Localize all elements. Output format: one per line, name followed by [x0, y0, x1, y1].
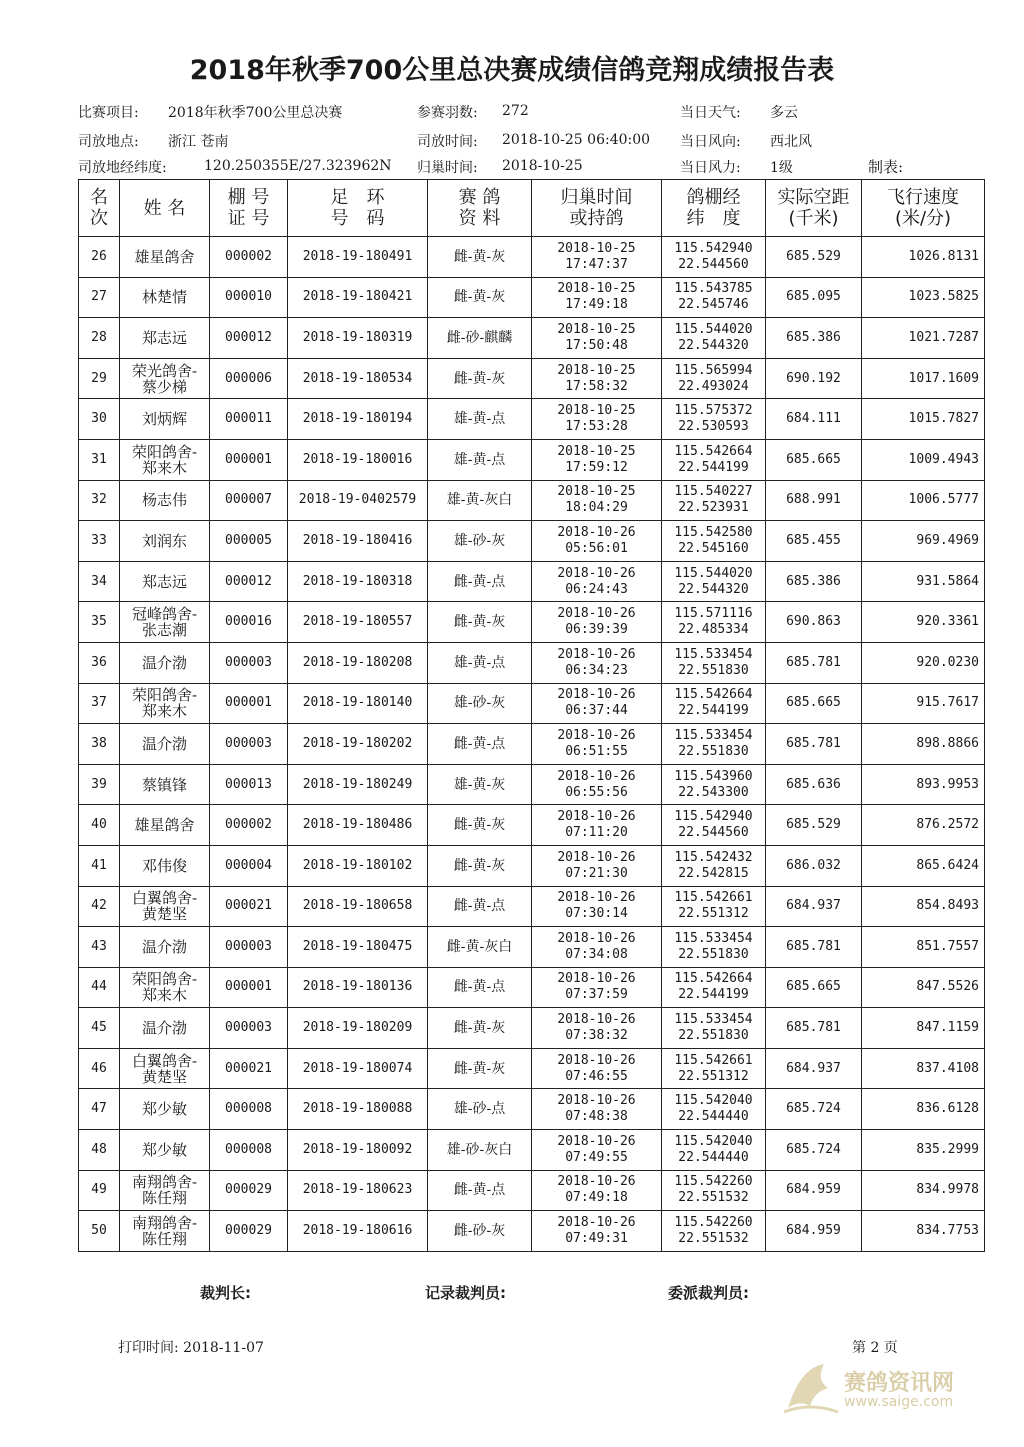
table-row: [79, 805, 985, 846]
name-cell: 郑少敏: [120, 1130, 210, 1171]
dist-cell: 685.781: [766, 642, 862, 683]
speed-cell: 1009.4943: [862, 439, 985, 480]
bird-cell: 雌-黄-灰: [428, 277, 532, 318]
table-row: [79, 399, 985, 440]
chief-referee-label: 裁判长:: [200, 1284, 251, 1302]
speed-cell: 920.0230: [862, 642, 985, 683]
ring-cell: 2018-19-180616: [288, 1211, 428, 1252]
name-cell: 郑志远: [120, 561, 210, 602]
bird-cell: 雄-黄-点: [428, 399, 532, 440]
header-ring: 足 环 号 码: [288, 180, 428, 237]
header-coord: 鸽棚经 纬 度: [662, 180, 766, 237]
coord-cell: 115.542940 22.544560: [662, 237, 766, 278]
header-bird: 赛 鸽 资 料: [428, 180, 532, 237]
time-cell: 2018-10-25 17:59:12: [532, 439, 662, 480]
bird-cell: 雄-黄-点: [428, 439, 532, 480]
coord-cell: 115.542940 22.544560: [662, 805, 766, 846]
watermark-url: www.saige.com: [844, 1394, 954, 1410]
name-cell: 南翔鸽舍- 陈任翔: [120, 1170, 210, 1211]
return-label: 归巢时间:: [417, 160, 478, 176]
rank-cell: 47: [79, 1089, 120, 1130]
rank-cell: 29: [79, 358, 120, 399]
ring-cell: 2018-19-180557: [288, 602, 428, 643]
bird-cell: 雌-黄-灰: [428, 845, 532, 886]
ring-cell: 2018-19-180088: [288, 1089, 428, 1130]
dist-cell: 685.665: [766, 439, 862, 480]
name-cell: 林楚情: [120, 277, 210, 318]
coord-cell: 115.544020 22.544320: [662, 318, 766, 359]
dist-cell: 684.959: [766, 1170, 862, 1211]
loft-cell: 000008: [210, 1089, 288, 1130]
table-row: [79, 967, 985, 1008]
dist-cell: 685.455: [766, 521, 862, 562]
time-cell: 2018-10-25 17:50:48: [532, 318, 662, 359]
bird-cell: 雌-黄-点: [428, 561, 532, 602]
loft-cell: 000005: [210, 521, 288, 562]
release-place-label: 司放地点:: [78, 134, 139, 150]
ring-cell: 2018-19-180416: [288, 521, 428, 562]
dist-cell: 685.665: [766, 683, 862, 724]
bird-cell: 雌-黄-灰: [428, 1048, 532, 1089]
dist-cell: 685.665: [766, 967, 862, 1008]
table-row: [79, 1089, 985, 1130]
loft-cell: 000003: [210, 927, 288, 968]
wind-force-label: 当日风力:: [680, 160, 741, 176]
header-time: 归巢时间 或持鸽: [532, 180, 662, 237]
time-cell: 2018-10-26 06:55:56: [532, 764, 662, 805]
coord-cell: 115.542664 22.544199: [662, 967, 766, 1008]
table-row: [79, 1211, 985, 1252]
loft-cell: 000003: [210, 724, 288, 765]
speed-cell: 837.4108: [862, 1048, 985, 1089]
time-cell: 2018-10-26 07:30:14: [532, 886, 662, 927]
time-cell: 2018-10-26 07:21:30: [532, 845, 662, 886]
coords-value: 120.250355E/27.323962N: [204, 158, 392, 174]
table-row: [79, 642, 985, 683]
speed-cell: 854.8493: [862, 886, 985, 927]
loft-cell: 000006: [210, 358, 288, 399]
speed-cell: 1021.7287: [862, 318, 985, 359]
bird-cell: 雄-砂-灰: [428, 521, 532, 562]
time-cell: 2018-10-26 05:56:01: [532, 521, 662, 562]
table-row: [79, 318, 985, 359]
watermark-logo: [780, 1358, 980, 1420]
rank-cell: 40: [79, 805, 120, 846]
bird-cell: 雌-砂-麒麟: [428, 318, 532, 359]
race-value: 2018年秋季700公里总决赛: [168, 105, 343, 121]
coord-cell: 115.565994 22.493024: [662, 358, 766, 399]
rank-cell: 36: [79, 642, 120, 683]
wind-force-value: 1级: [770, 160, 793, 176]
loft-cell: 000003: [210, 1008, 288, 1049]
loft-cell: 000002: [210, 237, 288, 278]
ring-cell: 2018-19-180658: [288, 886, 428, 927]
speed-cell: 834.7753: [862, 1211, 985, 1252]
rank-cell: 45: [79, 1008, 120, 1049]
table-row: [79, 358, 985, 399]
bird-cell: 雌-砂-灰: [428, 1211, 532, 1252]
weather-value: 多云: [770, 105, 798, 121]
name-cell: 蔡镇锋: [120, 764, 210, 805]
speed-cell: 931.5864: [862, 561, 985, 602]
header-name: 姓 名: [120, 180, 210, 237]
loft-cell: 000001: [210, 683, 288, 724]
name-cell: 温介渤: [120, 1008, 210, 1049]
ring-cell: 2018-19-180074: [288, 1048, 428, 1089]
dist-cell: 684.937: [766, 886, 862, 927]
name-cell: 冠峰鸽舍- 张志潮: [120, 602, 210, 643]
coord-cell: 115.533454 22.551830: [662, 1008, 766, 1049]
name-cell: 荣光鸽舍- 蔡少梯: [120, 358, 210, 399]
rank-cell: 44: [79, 967, 120, 1008]
watermark-text: 赛鸽资讯网: [844, 1371, 955, 1396]
ring-cell: 2018-19-180092: [288, 1130, 428, 1171]
bird-cell: 雄-砂-点: [428, 1089, 532, 1130]
speed-cell: 835.2999: [862, 1130, 985, 1171]
table-row: [79, 1170, 985, 1211]
loft-cell: 000004: [210, 845, 288, 886]
loft-cell: 000029: [210, 1170, 288, 1211]
return-value: 2018-10-25: [502, 158, 583, 174]
coord-cell: 115.542040 22.544440: [662, 1130, 766, 1171]
maker-label: 制表:: [868, 158, 904, 176]
time-cell: 2018-10-25 17:58:32: [532, 358, 662, 399]
rank-cell: 35: [79, 602, 120, 643]
count-value: 272: [502, 103, 529, 119]
bird-cell: 雌-黄-点: [428, 886, 532, 927]
time-cell: 2018-10-26 07:46:55: [532, 1048, 662, 1089]
rank-cell: 49: [79, 1170, 120, 1211]
bird-cell: 雄-黄-点: [428, 642, 532, 683]
ring-cell: 2018-19-180208: [288, 642, 428, 683]
bird-cell: 雄-砂-灰: [428, 683, 532, 724]
name-cell: 白翼鸽舍- 黄楚坚: [120, 1048, 210, 1089]
table-row: [79, 237, 985, 278]
loft-cell: 000012: [210, 561, 288, 602]
name-cell: 邓伟俊: [120, 845, 210, 886]
table-row: [79, 683, 985, 724]
name-cell: 白翼鸽舍- 黄楚坚: [120, 886, 210, 927]
rank-cell: 46: [79, 1048, 120, 1089]
ring-cell: 2018-19-180486: [288, 805, 428, 846]
dist-cell: 684.111: [766, 399, 862, 440]
name-cell: 郑志远: [120, 318, 210, 359]
time-cell: 2018-10-26 06:51:55: [532, 724, 662, 765]
page-number: 第 2 页: [852, 1340, 898, 1356]
speed-cell: 969.4969: [862, 521, 985, 562]
name-cell: 温介渤: [120, 927, 210, 968]
dist-cell: 685.724: [766, 1089, 862, 1130]
bird-cell: 雌-黄-灰: [428, 602, 532, 643]
dist-cell: 685.781: [766, 927, 862, 968]
bird-cell: 雌-黄-点: [428, 967, 532, 1008]
dist-cell: 685.529: [766, 237, 862, 278]
wind-dir-label: 当日风向:: [680, 134, 741, 150]
coord-cell: 115.543785 22.545746: [662, 277, 766, 318]
release-place-value: 浙江 苍南: [168, 134, 229, 150]
speed-cell: 847.1159: [862, 1008, 985, 1049]
rank-cell: 33: [79, 521, 120, 562]
bird-cell: 雄-砂-灰白: [428, 1130, 532, 1171]
bird-cell: 雌-黄-灰: [428, 805, 532, 846]
coord-cell: 115.542664 22.544199: [662, 439, 766, 480]
coord-cell: 115.540227 22.523931: [662, 480, 766, 521]
speed-cell: 898.8866: [862, 724, 985, 765]
table-row: [79, 439, 985, 480]
rank-cell: 48: [79, 1130, 120, 1171]
rank-cell: 28: [79, 318, 120, 359]
rank-cell: 32: [79, 480, 120, 521]
weather-label: 当日天气:: [680, 105, 741, 121]
speed-cell: 847.5526: [862, 967, 985, 1008]
loft-cell: 000029: [210, 1211, 288, 1252]
coord-cell: 115.533454 22.551830: [662, 724, 766, 765]
speed-cell: 893.9953: [862, 764, 985, 805]
name-cell: 雄星鸽舍: [120, 805, 210, 846]
table-header-row: [79, 180, 985, 237]
coord-cell: 115.542260 22.551532: [662, 1170, 766, 1211]
table-row: [79, 927, 985, 968]
rank-cell: 41: [79, 845, 120, 886]
coord-cell: 115.571116 22.485334: [662, 602, 766, 643]
speed-cell: 1017.1609: [862, 358, 985, 399]
rank-cell: 42: [79, 886, 120, 927]
ring-cell: 2018-19-180209: [288, 1008, 428, 1049]
name-cell: 温介渤: [120, 642, 210, 683]
race-label: 比赛项目:: [78, 105, 139, 121]
dist-cell: 685.724: [766, 1130, 862, 1171]
table-row: [79, 1048, 985, 1089]
name-cell: 荣阳鸽舍- 郑来木: [120, 683, 210, 724]
table-row: [79, 277, 985, 318]
rank-cell: 37: [79, 683, 120, 724]
coords-label: 司放地经纬度:: [78, 160, 167, 176]
time-cell: 2018-10-26 07:49:31: [532, 1211, 662, 1252]
coord-cell: 115.542580 22.545160: [662, 521, 766, 562]
table-row: [79, 845, 985, 886]
speed-cell: 851.7557: [862, 927, 985, 968]
ring-cell: 2018-19-180249: [288, 764, 428, 805]
ring-cell: 2018-19-180140: [288, 683, 428, 724]
rank-cell: 39: [79, 764, 120, 805]
dist-cell: 688.991: [766, 480, 862, 521]
time-cell: 2018-10-25 18:04:29: [532, 480, 662, 521]
table-row: [79, 1130, 985, 1171]
bird-cell: 雄-黄-灰白: [428, 480, 532, 521]
ring-cell: 2018-19-180136: [288, 967, 428, 1008]
loft-cell: 000001: [210, 439, 288, 480]
bird-cell: 雌-黄-灰白: [428, 927, 532, 968]
name-cell: 荣阳鸽舍- 郑来木: [120, 967, 210, 1008]
loft-cell: 000003: [210, 642, 288, 683]
ring-cell: 2018-19-180421: [288, 277, 428, 318]
ring-cell: 2018-19-180318: [288, 561, 428, 602]
name-cell: 荣阳鸽舍- 郑来木: [120, 439, 210, 480]
ring-cell: 2018-19-180475: [288, 927, 428, 968]
coord-cell: 115.542661 22.551312: [662, 886, 766, 927]
header-rank: 名 次: [79, 180, 120, 237]
coord-cell: 115.542664 22.544199: [662, 683, 766, 724]
header-speed: 飞行速度 (米/分): [862, 180, 985, 237]
dist-cell: 685.095: [766, 277, 862, 318]
loft-cell: 000021: [210, 886, 288, 927]
speed-cell: 836.6128: [862, 1089, 985, 1130]
table-row: [79, 561, 985, 602]
ring-cell: 2018-19-180202: [288, 724, 428, 765]
header-dist: 实际空距 (千米): [766, 180, 862, 237]
coord-cell: 115.542432 22.542815: [662, 845, 766, 886]
delegate-referee-label: 委派裁判员:: [668, 1284, 749, 1302]
coord-cell: 115.533454 22.551830: [662, 642, 766, 683]
loft-cell: 000021: [210, 1048, 288, 1089]
coord-cell: 115.542661 22.551312: [662, 1048, 766, 1089]
time-cell: 2018-10-26 06:34:23: [532, 642, 662, 683]
speed-cell: 1006.5777: [862, 480, 985, 521]
table-row: [79, 764, 985, 805]
print-time: 打印时间: 2018-11-07: [118, 1340, 264, 1356]
loft-cell: 000010: [210, 277, 288, 318]
bird-cell: 雌-黄-灰: [428, 1008, 532, 1049]
rank-cell: 50: [79, 1211, 120, 1252]
bird-cell: 雌-黄-灰: [428, 358, 532, 399]
table-row: [79, 602, 985, 643]
header-loft: 棚 号 证 号: [210, 180, 288, 237]
ring-cell: 2018-19-180319: [288, 318, 428, 359]
table-row: [79, 724, 985, 765]
rank-cell: 34: [79, 561, 120, 602]
speed-cell: 915.7617: [862, 683, 985, 724]
time-cell: 2018-10-26 07:37:59: [532, 967, 662, 1008]
count-label: 参赛羽数:: [417, 105, 478, 121]
speed-cell: 865.6424: [862, 845, 985, 886]
dist-cell: 684.937: [766, 1048, 862, 1089]
loft-cell: 000016: [210, 602, 288, 643]
ring-cell: 2018-19-180102: [288, 845, 428, 886]
name-cell: 刘炳辉: [120, 399, 210, 440]
time-cell: 2018-10-25 17:49:18: [532, 277, 662, 318]
speed-cell: 1023.5825: [862, 277, 985, 318]
ring-cell: 2018-19-180534: [288, 358, 428, 399]
coord-cell: 115.533454 22.551830: [662, 927, 766, 968]
speed-cell: 1015.7827: [862, 399, 985, 440]
table-row: [79, 521, 985, 562]
time-cell: 2018-10-26 07:34:08: [532, 927, 662, 968]
time-cell: 2018-10-26 06:39:39: [532, 602, 662, 643]
dist-cell: 685.529: [766, 805, 862, 846]
time-cell: 2018-10-26 07:49:55: [532, 1130, 662, 1171]
loft-cell: 000007: [210, 480, 288, 521]
loft-cell: 000011: [210, 399, 288, 440]
loft-cell: 000013: [210, 764, 288, 805]
table-row: [79, 886, 985, 927]
dist-cell: 685.386: [766, 318, 862, 359]
wind-dir-value: 西北风: [770, 134, 812, 150]
table-body: [79, 237, 985, 1252]
time-cell: 2018-10-25 17:53:28: [532, 399, 662, 440]
bird-cell: 雌-黄-点: [428, 1170, 532, 1211]
name-cell: 郑少敏: [120, 1089, 210, 1130]
report-title: 2018年秋季700公里总决赛成绩信鸽竞翔成绩报告表: [189, 55, 835, 86]
time-cell: 2018-10-25 17:47:37: [532, 237, 662, 278]
rank-cell: 38: [79, 724, 120, 765]
ring-cell: 2018-19-0402579: [288, 480, 428, 521]
rank-cell: 30: [79, 399, 120, 440]
dist-cell: 685.636: [766, 764, 862, 805]
dist-cell: 685.386: [766, 561, 862, 602]
time-cell: 2018-10-26 07:48:38: [532, 1089, 662, 1130]
name-cell: 杨志伟: [120, 480, 210, 521]
loft-cell: 000002: [210, 805, 288, 846]
coord-cell: 115.543960 22.543300: [662, 764, 766, 805]
release-time-label: 司放时间:: [417, 134, 478, 150]
loft-cell: 000012: [210, 318, 288, 359]
name-cell: 南翔鸽舍- 陈任翔: [120, 1211, 210, 1252]
coord-cell: 115.542040 22.544440: [662, 1089, 766, 1130]
table-row: [79, 480, 985, 521]
dist-cell: 685.781: [766, 1008, 862, 1049]
dist-cell: 690.192: [766, 358, 862, 399]
speed-cell: 920.3361: [862, 602, 985, 643]
coord-cell: 115.542260 22.551532: [662, 1211, 766, 1252]
ring-cell: 2018-19-180623: [288, 1170, 428, 1211]
ring-cell: 2018-19-180491: [288, 237, 428, 278]
dist-cell: 686.032: [766, 845, 862, 886]
rank-cell: 43: [79, 927, 120, 968]
bird-cell: 雌-黄-灰: [428, 237, 532, 278]
coord-cell: 115.544020 22.544320: [662, 561, 766, 602]
rank-cell: 26: [79, 237, 120, 278]
release-time-value: 2018-10-25 06:40:00: [502, 132, 651, 148]
loft-cell: 000001: [210, 967, 288, 1008]
rank-cell: 31: [79, 439, 120, 480]
bird-cell: 雌-黄-点: [428, 724, 532, 765]
table-row: [79, 1008, 985, 1049]
coord-cell: 115.575372 22.530593: [662, 399, 766, 440]
results-table: [78, 179, 985, 1252]
time-cell: 2018-10-26 07:49:18: [532, 1170, 662, 1211]
recorder-referee-label: 记录裁判员:: [425, 1284, 506, 1302]
time-cell: 2018-10-26 06:37:44: [532, 683, 662, 724]
name-cell: 温介渤: [120, 724, 210, 765]
rank-cell: 27: [79, 277, 120, 318]
name-cell: 雄星鸽舍: [120, 237, 210, 278]
dist-cell: 685.781: [766, 724, 862, 765]
speed-cell: 876.2572: [862, 805, 985, 846]
time-cell: 2018-10-26 07:11:20: [532, 805, 662, 846]
pigeon-logo-icon: [780, 1358, 844, 1420]
dist-cell: 684.959: [766, 1211, 862, 1252]
ring-cell: 2018-19-180016: [288, 439, 428, 480]
speed-cell: 834.9978: [862, 1170, 985, 1211]
time-cell: 2018-10-26 06:24:43: [532, 561, 662, 602]
speed-cell: 1026.8131: [862, 237, 985, 278]
bird-cell: 雄-黄-灰: [428, 764, 532, 805]
name-cell: 刘润东: [120, 521, 210, 562]
ring-cell: 2018-19-180194: [288, 399, 428, 440]
dist-cell: 690.863: [766, 602, 862, 643]
loft-cell: 000008: [210, 1130, 288, 1171]
time-cell: 2018-10-26 07:38:32: [532, 1008, 662, 1049]
